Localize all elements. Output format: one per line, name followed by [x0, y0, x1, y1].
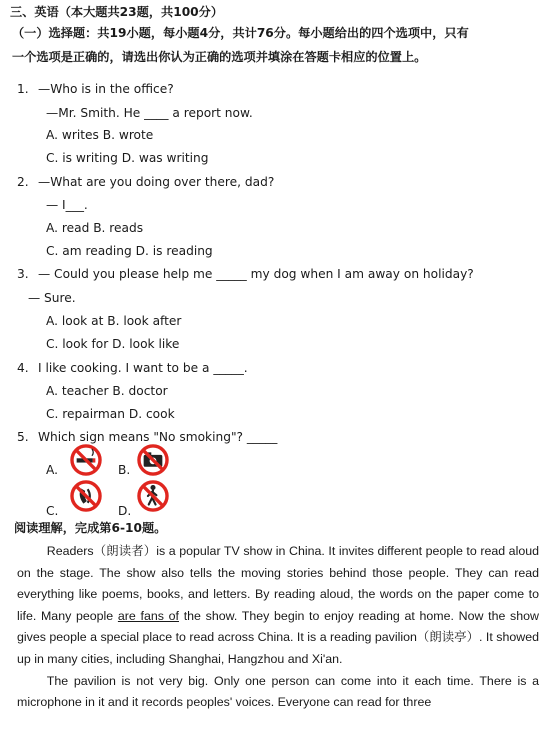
paragraph-1-text-start: Readers（朗读者）is a popular TV show in China. It invites different people to read aloud on the stage. The show also tells the moving stories behind those people. They can read everything like poems, books, and letters. By reading aloud, the words on the paper come to life. Many people [17, 544, 539, 623]
question-4-options-c-d: C. repairman D. cook [46, 407, 175, 421]
question-1-stem: —Who is in the office? [38, 82, 174, 96]
no-smoking-sign-icon [69, 443, 103, 477]
question-5-stem: Which sign means "No smoking"? _____ [38, 430, 278, 444]
question-1-number: 1. [17, 82, 29, 96]
question-3-stem: — Could you please help me _____ my dog when I am away on holiday? [38, 267, 474, 281]
reading-paragraph-1 [17, 541, 539, 671]
instruction-line-2: 一个选项是正确的，请选出你认为正确的选项并填涂在答题卡相应的位置上。 [12, 50, 427, 64]
sign-option-d-label: D. [118, 504, 132, 518]
question-3-number: 3. [17, 267, 29, 281]
question-2-number: 2. [17, 175, 29, 189]
question-4-number: 4. [17, 361, 29, 375]
sign-option-a-label: A. [46, 463, 58, 477]
underlined-phrase: are fans of [117, 608, 179, 623]
question-2-options-c-d: C. am reading D. is reading [46, 244, 213, 258]
question-1-options-a-b: A. writes B. wrote [46, 128, 154, 142]
question-2-stem: —What are you doing over there, dad? [38, 175, 275, 189]
question-4-options-a-b: A. teacher B. doctor [46, 384, 168, 398]
question-1-stem-2: —Mr. Smith. He ____ a report now. [46, 106, 253, 120]
no-photography-sign-icon [136, 443, 170, 477]
reading-paragraph-2: The pavilion is not very big. Only one person can come into it each time. There is a microphone in it and it records peoples' voices. Everyone can read for three [17, 673, 539, 710]
section-title: 三、英语（本大题共23题，共100分） [10, 5, 224, 19]
question-3-options-a-b: A. look at B. look after [46, 314, 182, 328]
question-3-stem-2: — Sure. [28, 291, 76, 305]
question-1-options-c-d: C. is writing D. was writing [46, 151, 209, 165]
question-2-options-a-b: A. read B. reads [46, 221, 144, 235]
question-4-stem: I like cooking. I want to be a _____. [38, 361, 248, 375]
paragraph-1-text-end: the show. They begin to enjoy reading at home. Now the show gives people a special place to read across China. It is a reading pavilion（朗读亭）. It showed up in many cities, including Shanghai, Hangzhou and Xi'an. [17, 608, 539, 666]
question-3-options-c-d: C. look for D. look like [46, 337, 180, 351]
reading-instruction: 阅读理解，完成第6-10题。 [14, 521, 167, 535]
question-2-stem-2: — I___. [46, 198, 88, 212]
sign-option-b-label: B. [118, 463, 131, 477]
sign-option-c-label: C. [46, 504, 59, 518]
no-walking-sign-icon [136, 479, 170, 513]
question-5-number: 5. [17, 430, 29, 444]
reading-passage [17, 541, 539, 714]
no-phone-sign-icon [69, 479, 103, 513]
instruction-line-1: （一）选择题：共19小题，每小题4分，共计76分。每小题给出的四个选项中，只有 [12, 26, 469, 40]
